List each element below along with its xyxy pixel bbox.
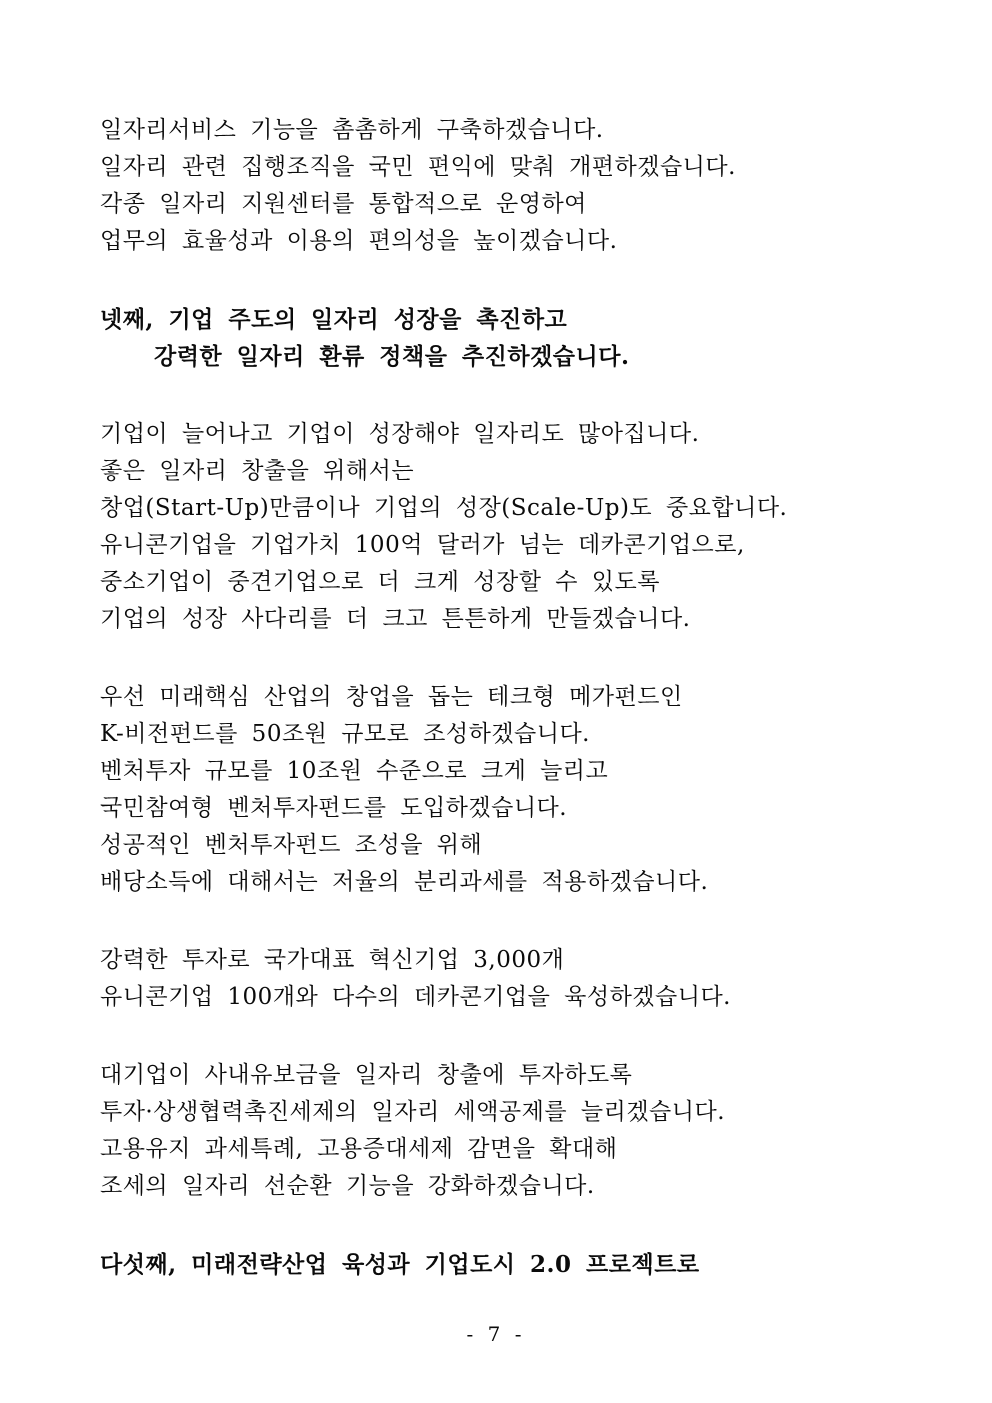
heading-line: 넷째, 기업 주도의 일자리 성장을 촉진하고 — [100, 306, 568, 333]
text-line: 우선 미래핵심 산업의 창업을 돕는 테크형 메가펀드인 — [100, 684, 683, 710]
text-line: 성공적인 벤처투자펀드 조성을 위해 — [100, 832, 483, 858]
heading-line: 다섯째, 미래전략산업 육성과 기업도시 2.0 프로젝트로 — [100, 1251, 700, 1278]
paragraph-venture-fund — [100, 679, 900, 901]
section-heading-fifth — [100, 1246, 900, 1283]
text-line: K-비전펀드를 50조원 규모로 조성하겠습니다. — [100, 721, 590, 747]
text-line: 배당소득에 대해서는 저율의 분리과세를 적용하겠습니다. — [100, 869, 709, 895]
section-heading-fourth — [100, 301, 900, 375]
paragraph-company-growth — [100, 416, 900, 638]
text-line: 국민참여형 벤처투자펀드를 도입하겠습니다. — [100, 795, 568, 821]
text-line: 유니콘기업을 기업가치 100억 달러가 넘는 데카콘기업으로, — [100, 532, 745, 558]
text-line: 일자리 관련 집행조직을 국민 편익에 맞춰 개편하겠습니다. — [100, 154, 736, 180]
text-line: 좋은 일자리 창출을 위해서는 — [100, 458, 415, 484]
text-line: 업무의 효율성과 이용의 편의성을 높이겠습니다. — [100, 228, 618, 254]
text-line: 중소기업이 중견기업으로 더 크게 성장할 수 있도록 — [100, 569, 660, 595]
text-line: 강력한 투자로 국가대표 혁신기업 3,000개 — [100, 947, 565, 973]
text-line: 일자리서비스 기능을 촘촘하게 구축하겠습니다. — [100, 117, 604, 143]
text-line: 기업이 늘어나고 기업이 성장해야 일자리도 많아집니다. — [100, 421, 700, 447]
text-line: 각종 일자리 지원센터를 통합적으로 운영하여 — [100, 191, 587, 217]
heading-line: 강력한 일자리 환류 정책을 추진하겠습니다. — [154, 343, 630, 370]
text-line: 대기업이 사내유보금을 일자리 창출에 투자하도록 — [100, 1062, 633, 1088]
paragraph-jobs-service — [100, 112, 900, 260]
document-body — [100, 112, 900, 1283]
text-line: 고용유지 과세특례, 고용증대세제 감면을 확대해 — [100, 1136, 618, 1162]
text-line: 창업(Start-Up)만큼이나 기업의 성장(Scale-Up)도 중요합니다. — [100, 495, 788, 521]
text-line: 유니콘기업 100개와 다수의 데카콘기업을 육성하겠습니다. — [100, 984, 731, 1010]
text-line: 조세의 일자리 선순환 기능을 강화하겠습니다. — [100, 1173, 595, 1199]
text-line: 벤처투자 규모를 10조원 수준으로 크게 늘리고 — [100, 758, 609, 784]
text-line: 기업의 성장 사다리를 더 크고 튼튼하게 만들겠습니다. — [100, 606, 691, 632]
text-line: 투자·상생협력촉진세제의 일자리 세액공제를 늘리겠습니다. — [100, 1099, 726, 1125]
page-number: - 7 - — [466, 1322, 526, 1346]
paragraph-innovation-companies — [100, 942, 900, 1016]
paragraph-tax-credit — [100, 1057, 900, 1205]
